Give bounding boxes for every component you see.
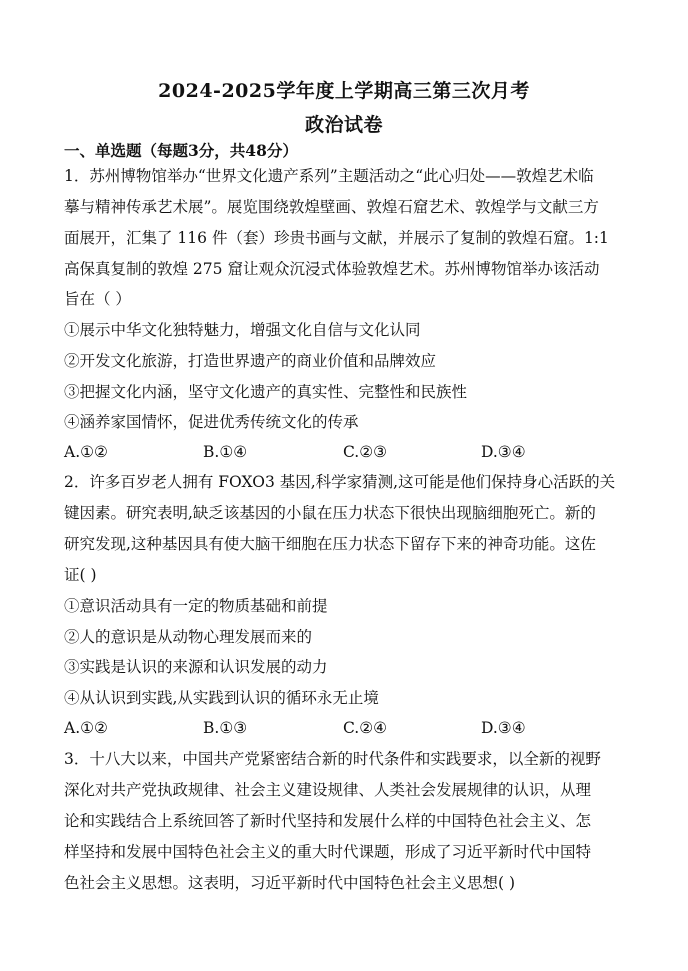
q1-text-line: 1．苏州博物馆举办“世界文化遗产系列”主题活动之“此心归处——敦煌艺术临 <box>64 167 594 185</box>
q1-statement: ②开发文化旅游，打造世界遗产的商业价值和品牌效应 <box>64 352 437 370</box>
q3-text-line: 样坚持和发展中国特色社会主义的重大时代课题，形成了习近平新时代中国特 <box>64 843 592 861</box>
q2-text-line: 研究发现,这种基因具有使大脑干细胞在压力状态下留存下来的神奇功能。这佐 <box>64 535 596 553</box>
q2-option-c[interactable]: C.②④ <box>343 719 388 737</box>
q2-statement: ②人的意识是从动物心理发展而来的 <box>64 628 313 646</box>
q2-statement: ③实践是认识的来源和认识发展的动力 <box>64 658 328 676</box>
q2-statement: ④从认识到实践,从实践到认识的循环永无止境 <box>64 689 379 707</box>
q2-text-line: 证( ) <box>64 566 97 584</box>
q1-option-b[interactable]: B.①④ <box>203 443 248 461</box>
section-heading: 一、单选题（每题3分，共48分） <box>64 141 298 160</box>
q1-statement: ①展示中华文化独特魅力，增强文化自信与文化认同 <box>64 321 421 339</box>
q1-statement: ③把握文化内涵，坚守文化遗产的真实性、完整性和民族性 <box>64 383 468 401</box>
q1-text-line: 摹与精神传承艺术展”。展览围绕敦煌壁画、敦煌石窟艺术、敦煌学与文献三方 <box>64 198 599 216</box>
q2-statement: ①意识活动具有一定的物质基础和前提 <box>64 597 328 615</box>
exam-subtitle: 政治试卷 <box>304 114 383 136</box>
q1-text-line: 高保真复制的敦煌 275 窟让观众沉浸式体验敦煌艺术。苏州博物馆举办该活动 <box>64 260 600 278</box>
q2-option-b[interactable]: B.①③ <box>203 719 248 737</box>
q2-option-d[interactable]: D.③④ <box>481 719 526 737</box>
q3-text-line: 深化对共产党执政规律、社会主义建设规律、人类社会发展规律的认识，从理 <box>64 781 592 799</box>
q3-text-line: 色社会主义思想。这表明，习近平新时代中国特色社会主义思想( ) <box>64 874 516 892</box>
q1-option-c[interactable]: C.②③ <box>343 443 388 461</box>
q1-statement: ④涵养家国情怀，促进优秀传统文化的传承 <box>64 413 359 431</box>
q3-text-line: 3．十八大以来，中国共产党紧密结合新的时代条件和实践要求，以全新的视野 <box>64 750 601 768</box>
q3-text-line: 论和实践结合上系统回答了新时代坚持和发展什么样的中国特色社会主义、怎 <box>64 812 592 830</box>
q2-text-line: 2．许多百岁老人拥有 FOXO3 基因,科学家猜测,这可能是他们保持身心活跃的关 <box>64 473 616 491</box>
q2-option-a[interactable]: A.①② <box>64 719 108 737</box>
q2-text-line: 键因素。研究表明,缺乏该基因的小鼠在压力状态下很快出现脑细胞死亡。新的 <box>64 504 596 522</box>
q1-option-a[interactable]: A.①② <box>64 443 108 461</box>
q1-text-line: 旨在（ ） <box>64 290 131 308</box>
q1-text-line: 面展开，汇集了 116 件（套）珍贵书画与文献，并展示了复制的敦煌石窟。1:1 <box>64 229 609 247</box>
exam-title: 2024-2025学年度上学期高三第三次月考 <box>158 80 530 102</box>
q1-option-d[interactable]: D.③④ <box>481 443 526 461</box>
